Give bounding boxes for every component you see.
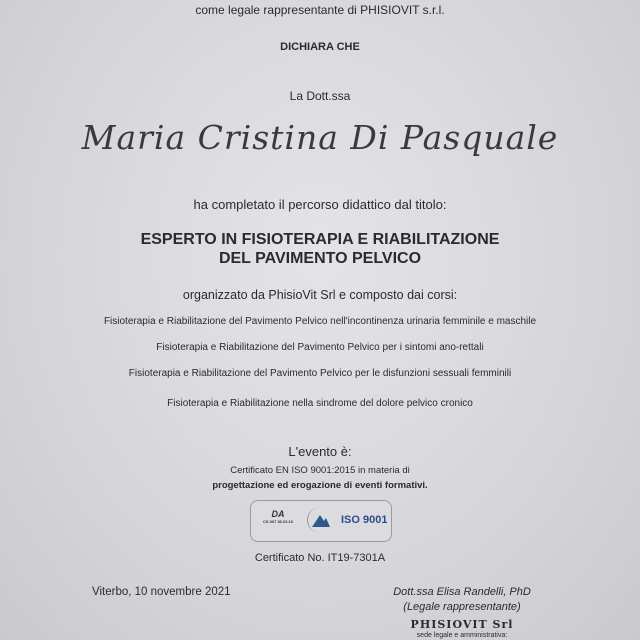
course-item: Fisioterapia e Riabilitazione del Pavimento Pelvico per le disfunzioni sessuali femminili [128,368,512,379]
recipient-name: Maria Cristina Di Pasquale [81,118,559,157]
certificate-number: Certificato No. IT19-7301A [254,552,386,564]
header-line: come legale rappresentante di PHISIOVIT s.r.l. [195,3,445,17]
company-subtitle: sede legale e amministrativa: [416,632,508,639]
title-prefix: La Dott.ssa [289,89,351,103]
certification-line-1: Certificato EN ISO 9001:2015 in materia di [230,465,410,476]
iso-badge: ISO 9001 [341,514,388,526]
declares-heading: DICHIARA CHE [280,41,360,53]
place-date: Viterbo, 10 novembre 2021 [92,586,231,598]
signatory-role: (Legale rappresentante) [403,601,521,613]
completed-text: ha completato il percorso didattico dal titolo: [193,197,447,212]
course-title-line-2: DEL PAVIMENTO PELVICO [218,250,422,267]
certification-logos [250,500,392,542]
company-logo: PHISIOVIT Srl [410,618,514,631]
organized-text: organizzato da PhisioVit Srl e composto dai corsi: [182,288,458,302]
course-item: Fisioterapia e Riabilitazione del Pavimento Pelvico nell'incontinenza urinaria femminile e maschile [103,316,537,327]
course-title-line-1: ESPERTO IN FISIOTERAPIA E RIABILITAZIONE [140,231,500,248]
signatory-name: Dott.ssa Elisa Randelli, PhD [393,586,531,598]
da-logo: DA CS 007 36.02.16 [262,509,294,524]
accredia-logo-icon [307,507,334,533]
course-item: Fisioterapia e Riabilitazione del Pavimento Pelvico per i sintomi ano-rettali [156,342,484,353]
course-item: Fisioterapia e Riabilitazione nella sindrome del dolore pelvico cronico [167,398,473,409]
event-label: L'evento è: [288,444,352,459]
certification-line-2: progettazione ed erogazione di eventi formativi. [212,480,428,491]
